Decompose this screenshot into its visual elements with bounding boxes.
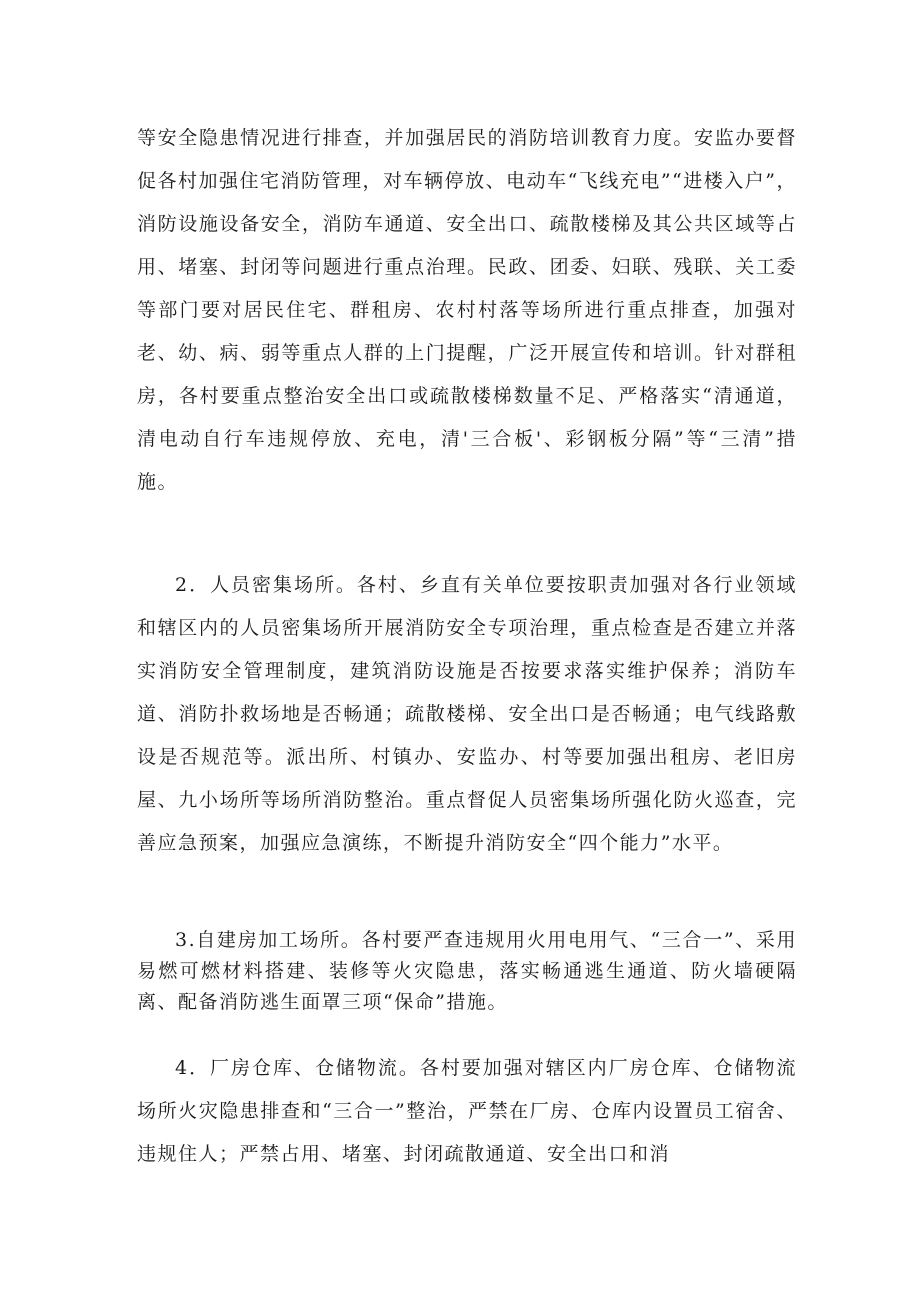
paragraph-crowded-places: 2．人员密集场所。各村、乡直有关单位要按职责加强对各行业领域和辖区内的人员密集场所开展消防安全专项治理，重点检查是否建立并落实消防安全管理制度，建筑消防设施是否按要求落实维护保养；消防车道、消防扑救场地是否畅通；疏散楼梯、安全出口是否畅通；电气线路敷设是否规范等。派出所、村镇办、安监办、村等要加强出租房、老旧房屋、九小场所等场所消防整治。重点督促人员密集场所强化防火巡查，完善应急预案，加强应急演练，不断提升消防安全“四个能力”水平。 [137, 574, 797, 854]
paragraph-residential-inspection: 等安全隐患情况进行排查，并加强居民的消防培训教育力度。安监办要督促各村加强住宅消防管理，对车辆停放、电动车“飞线充电”“进楼入户”，消防设施设备安全，消防车通道、安全出口、疏散楼梯及其公共区域等占用、堵塞、封闭等问题进行重点治理。民政、团委、妇联、残联、关工委等部门要对居民住宅、群租房、农村村落等场所进行重点排查，加强对老、幼、病、弱等重点人群的上门提醒，广泛开展宣传和培训。针对群租房，各村要重点整治安全出口或疏散楼梯数量不足、严格落实“清通道，清电动自行车违规停放、充电，清'三合板'、彩钢板分隔”等“三清”措施。 [137, 127, 797, 493]
paragraph-self-built-housing: 3.自建房加工场所。各村要严查违规用火用电用气、“三合一”、采用易燃可燃材料搭建、装修等火灾隐患，落实畅通逃生通道、防火墙硬隔离、配备消防逃生面罩三项“保命”措施。 [137, 929, 797, 1013]
paragraph-factory-warehouse: 4．厂房仓库、仓储物流。各村要加强对辖区内厂房仓库、仓储物流场所火灾隐患排查和“三合一”整治，严禁在厂房、仓库内设置员工宿舍、违规住人；严禁占用、堵塞、封闭疏散通道、安全出口和消 [137, 1057, 797, 1165]
